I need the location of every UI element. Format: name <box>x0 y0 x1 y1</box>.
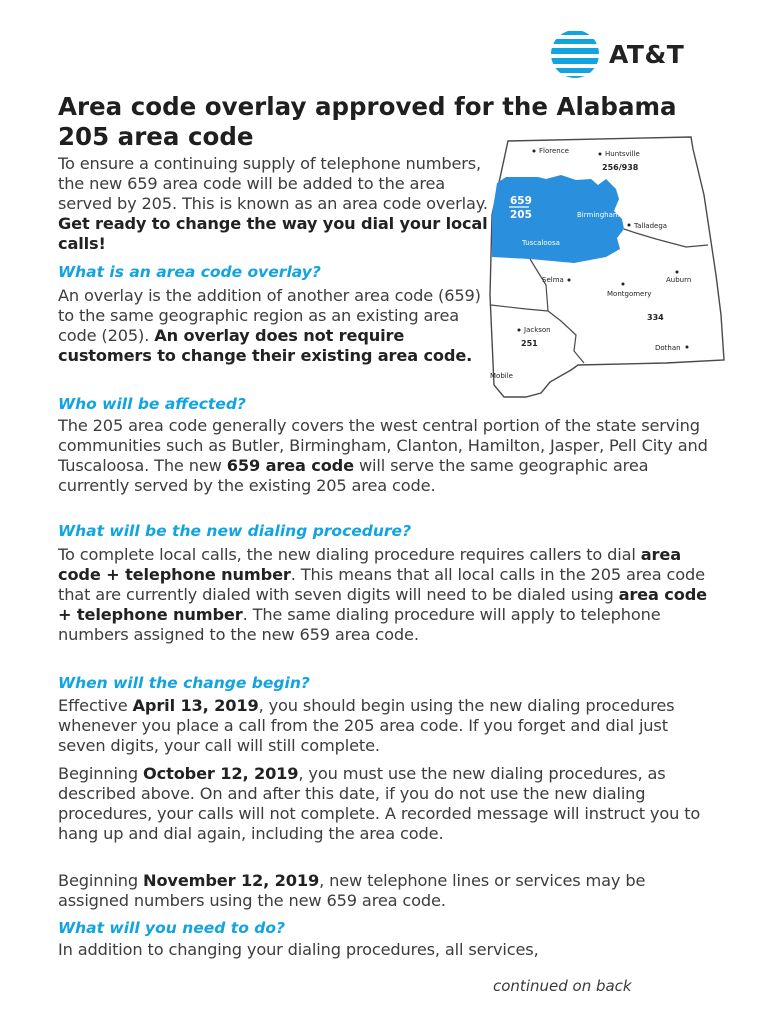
city-huntsville: Huntsville <box>605 150 640 158</box>
city-auburn: Auburn <box>666 276 692 284</box>
state-outline <box>490 137 724 397</box>
overlay-text: An overlay is the addition of another area code (659) to the same geographic region as an existing area code (205). <box>58 286 481 345</box>
city-dot-montgomery <box>622 283 625 286</box>
heading-dialing: What will be the new dialing procedure? <box>58 522 412 540</box>
begin-p3-post: , new telephone lines or services may be assigned numbers using the new 659 area code. <box>58 871 646 910</box>
city-mobile: Mobile <box>490 372 513 380</box>
city-selma: Selma <box>542 276 564 284</box>
att-logo <box>549 28 684 80</box>
intro-text: To ensure a continuing supply of telephone numbers, the new 659 area code will be added to the area served by 205. This is known as an area code overlay. <box>58 154 488 213</box>
begin-p1-date: April 13, 2019 <box>132 696 259 715</box>
begin-paragraph-1 <box>58 696 718 756</box>
att-globe-icon <box>549 28 601 80</box>
affected-paragraph <box>58 416 718 496</box>
begin-p1-pre: Effective <box>58 696 133 715</box>
affected-bold: 659 area code <box>226 456 354 475</box>
label-659: 659 <box>510 195 532 207</box>
city-dot-auburn <box>676 271 679 274</box>
label-256: 256/938 <box>602 163 639 172</box>
city-dot-talladega <box>628 224 631 227</box>
city-dothan: Dothan <box>655 344 681 352</box>
dialing-paragraph <box>58 545 718 645</box>
affected-text-2: will serve the same geographic area currently served by the existing 205 area code. <box>58 456 649 495</box>
begin-paragraph-3 <box>58 871 718 911</box>
begin-p3-date: November 12, 2019 <box>143 871 320 890</box>
heading-overlay: What is an area code overlay? <box>58 263 321 281</box>
label-205: 205 <box>510 209 532 221</box>
city-birmingham: Birmingham <box>577 211 620 219</box>
city-jackson: Jackson <box>524 326 551 334</box>
city-dot-jackson <box>518 329 521 332</box>
begin-p2-post: , you must use the new dialing procedures, as described above. On and after this date, if you do not use the new dialing procedures, your calls will not complete. A recorded message will instruct you to hang up and dial again, including the area code. <box>58 764 701 843</box>
city-dot-dothan <box>686 346 689 349</box>
city-tuscaloosa: Tuscaloosa <box>522 239 560 247</box>
begin-paragraph-2 <box>58 764 718 844</box>
begin-p2-date: October 12, 2019 <box>143 764 299 783</box>
begin-p3-pre: Beginning <box>58 871 144 890</box>
city-dot-huntsville <box>599 153 602 156</box>
dialing-text-2: . This means that all local calls in the 205 area code that are currently dialed with seven digits will need to be dialed using <box>58 565 705 604</box>
begin-p2-pre: Beginning <box>58 764 144 783</box>
heading-begin: When will the change begin? <box>58 674 310 692</box>
continued-note: continued on back <box>493 977 632 995</box>
dialing-text-3: . The same dialing procedure will apply to telephone numbers assigned to the new 659 area code. <box>58 605 661 644</box>
intro-bold: Get ready to change the way you dial your local calls! <box>58 214 488 253</box>
todo-paragraph: In addition to changing your dialing procedures, all services, <box>58 940 539 959</box>
city-talladega: Talladega <box>634 222 668 230</box>
label-334: 334 <box>647 313 664 322</box>
city-dot-florence <box>533 150 536 153</box>
overlay-bold: An overlay does not require customers to change their existing area code. <box>58 326 473 365</box>
city-montgomery: Montgomery <box>607 290 652 298</box>
begin-p1-post: , you should begin using the new dialing procedures whenever you place a call from the 205 area code. If you forget and dial just seven digits, your call will still complete. <box>58 696 675 755</box>
city-dot-selma <box>568 279 571 282</box>
heading-todo: What will you need to do? <box>58 919 285 937</box>
dialing-bold-2: area code + telephone number <box>58 585 707 624</box>
dialing-text-1: To complete local calls, the new dialing procedure requires callers to dial <box>58 545 641 564</box>
label-251: 251 <box>521 339 538 348</box>
intro-paragraph <box>58 154 488 254</box>
dialing-bold-1: area code + telephone number <box>58 545 681 584</box>
heading-affected: Who will be affected? <box>58 395 246 413</box>
alabama-area-code-map <box>486 135 734 400</box>
city-florence: Florence <box>539 147 569 155</box>
overlay-paragraph <box>58 286 488 366</box>
affected-text-1: The 205 area code generally covers the west central portion of the state serving communities such as Butler, Birmingham, Clanton, Hamilton, Jasper, Pell City and Tuscaloosa. The new <box>58 416 708 475</box>
brand-name: AT&T <box>609 39 685 69</box>
page-title: Area code overlay approved for the Alabama 205 area code <box>58 92 677 151</box>
